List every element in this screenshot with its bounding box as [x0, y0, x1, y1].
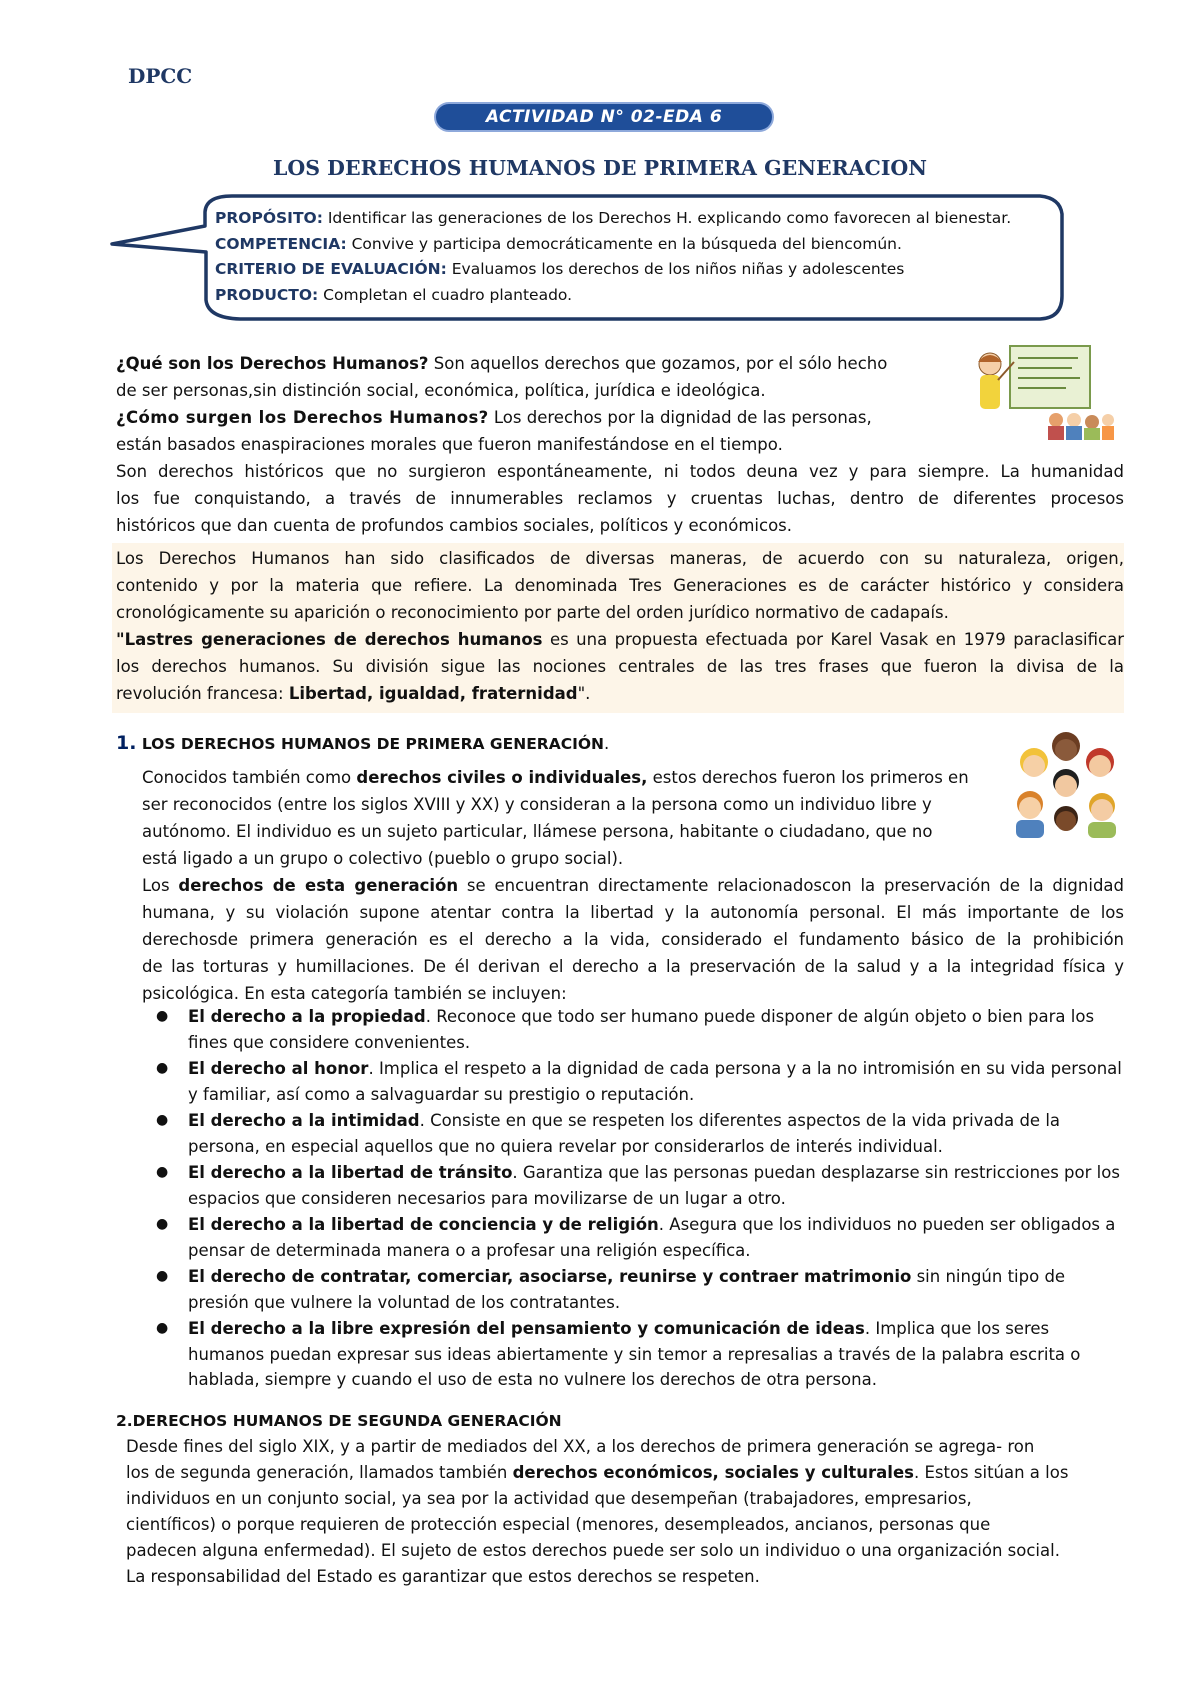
what-are-human-rights: ¿Qué son los Derechos Humanos? Son aquellos derechos que gozamos, por el sólo hecho de ser personas,sin distinción social, económica, política, jurídica e ideológica. ¿Cómo surgen los Derechos Humanos? Los derechos por la dignidad de las personas, están basados enaspiraciones morales que fueron manifestándose en el tiempo. — [116, 354, 888, 454]
producto-line: PRODUCTO: Completan el cuadro planteado. — [215, 285, 573, 304]
subject-label: DPCC — [128, 64, 193, 88]
diverse-children-illustration — [1008, 728, 1124, 838]
bullet-icon: ● — [156, 1164, 169, 1180]
activity-badge — [434, 102, 774, 132]
section-2: 2.DERECHOS HUMANOS DE SEGUNDA GENERACIÓN Desde fines del siglo XIX, y a partir de mediados del XX, a los derechos de primera generación se agrega- ron los de segunda generación, llamados también derechos económicos, sociales y culturales. Estos sitúan a los individuos en un conjunto social, ya sea por la actividad que desempeñan (trabajadores, empresarios, científicos) o porque requieren de protección especial (menores, desempleados, ancianos, personas que padecen alguna enfermedad). El sujeto de estos derechos puede ser solo un individuo o una organización social. La responsabilidad del Estado es garantizar que estos derechos se respeten. — [116, 1408, 1116, 1590]
list-item: ● El derecho a la propiedad. Reconoce que todo ser humano puede disponer de algún objeto o bien para los fines que considere convenientes. — [130, 1004, 1128, 1055]
list-item: ● El derecho a la libertad de conciencia y de religión. Asegura que los individuos no pueden ser obligados a pensar de determinada manera o a profesar una religión específica. — [130, 1212, 1128, 1263]
proposito-line: PROPÓSITO: Identificar las generaciones de los Derechos H. explicando como favorecen al bienestar. — [215, 209, 1012, 227]
teacher-classroom-illustration — [968, 340, 1114, 440]
section-2-heading: 2.DERECHOS HUMANOS DE SEGUNDA GENERACIÓN — [116, 1412, 562, 1430]
page-title: LOS DERECHOS HUMANOS DE PRIMERA GENERACION — [272, 156, 928, 180]
list-item: ● El derecho al honor. Implica el respeto a la dignidad de cada persona y a la no intromisión en su vida personal y familiar, así como a salvaguardar su prestigio o reputación. — [130, 1056, 1128, 1107]
history-paragraph: Son derechos históricos que no surgieron espontáneamente, ni todos deuna vez y para siempre. La humanidad los fue conquistando, a través de innumerables reclamos y cruentas luchas, dentro de diferentes procesos históricos que dan cuenta de profundos cambios sociales, políticos y económicos. — [116, 462, 1124, 535]
section-1-heading: 1. LOS DERECHOS HUMANOS DE PRIMERA GENERACIÓN. — [116, 732, 610, 754]
first-generation-detail: Los derechos de esta generación se encuentran directamente relacionadoscon la preservación de la dignidad humana, y su violación supone atentar contra la libertad y la autonomía personal. El más importante de los derechosde primera generación es el derecho a la vida, considerado el fundamento básico de la prohibición de las torturas y humillaciones. De él derivan el derecho a la preservación de la salud y a la integridad física y psicológica. En esta categoría también se incluyen: — [142, 876, 1125, 1003]
list-item: ● El derecho a la intimidad. Consiste en que se respeten los diferentes aspectos de la vida privada de la persona, en especial aquellos que no quiera revelar por considerarlos de interés individual. — [130, 1108, 1128, 1159]
learning-objectives — [215, 206, 1065, 308]
activity-label: ACTIVIDAD N° 02-EDA 6 — [485, 107, 723, 127]
bullet-icon: ● — [156, 1008, 169, 1024]
list-item: ● El derecho a la libertad de tránsito. Garantiza que las personas puedan desplazarse sin restricciones por los espacios que consideren necesarios para movilizarse de un lugar a otro. — [130, 1160, 1128, 1211]
list-item: ● El derecho de contratar, comerciar, asociarse, reunirse y contraer matrimonio sin ningún tipo de presión que vulnere la voluntad de los contratantes. — [130, 1264, 1128, 1315]
bullet-icon: ● — [156, 1112, 169, 1128]
bullet-icon: ● — [156, 1060, 169, 1076]
first-generation-rights-list — [130, 1004, 1128, 1394]
list-item: ● El derecho a la libre expresión del pensamiento y comunicación de ideas. Implica que los seres humanos puedan expresar sus ideas abiertamente y sin temor a represalias a través de la palabra escrita o hablada, siempre y cuando el uso de esta no vulnere los derechos de otra persona. — [130, 1316, 1128, 1393]
classification-paragraph: Los Derechos Humanos han sido clasificados de diversas maneras, de acuerdo con su naturaleza, origen, contenido y por la materia que refiere. La denominada Tres Generaciones es de carácter histórico y considera cronológicamente su aparición o reconocimiento por parte del orden jurídico normativo de cadapaís. "Lastres generaciones de derechos humanos es una propuesta efectuada por Karel Vasak en 1979 paraclasificar los derechos humanos. Su división sigue las nociones centrales de las tres frases que fueron la divisa de la revolución francesa: Libertad, igualdad, fraternidad". — [116, 549, 1124, 703]
bullet-icon: ● — [156, 1216, 169, 1232]
first-generation-intro: Conocidos también como derechos civiles o individuales, estos derechos fueron los primeros en ser reconocidos (entre los siglos XVIII y XX) y consideran a la persona como un individuo libre y autónomo. El individuo es un sujeto particular, llámese persona, habitante o ciudadano, que no está ligado a un grupo o colectivo (pueblo o grupo social). — [142, 768, 969, 868]
bullet-icon: ● — [156, 1320, 169, 1336]
criterio-line: CRITERIO DE EVALUACIÓN: Evaluamos los derechos de los niños niñas y adolescentes — [215, 260, 905, 278]
bullet-icon: ● — [156, 1268, 169, 1284]
competencia-line: COMPETENCIA: Convive y participa democráticamente en la búsqueda del biencomún. — [215, 234, 902, 253]
